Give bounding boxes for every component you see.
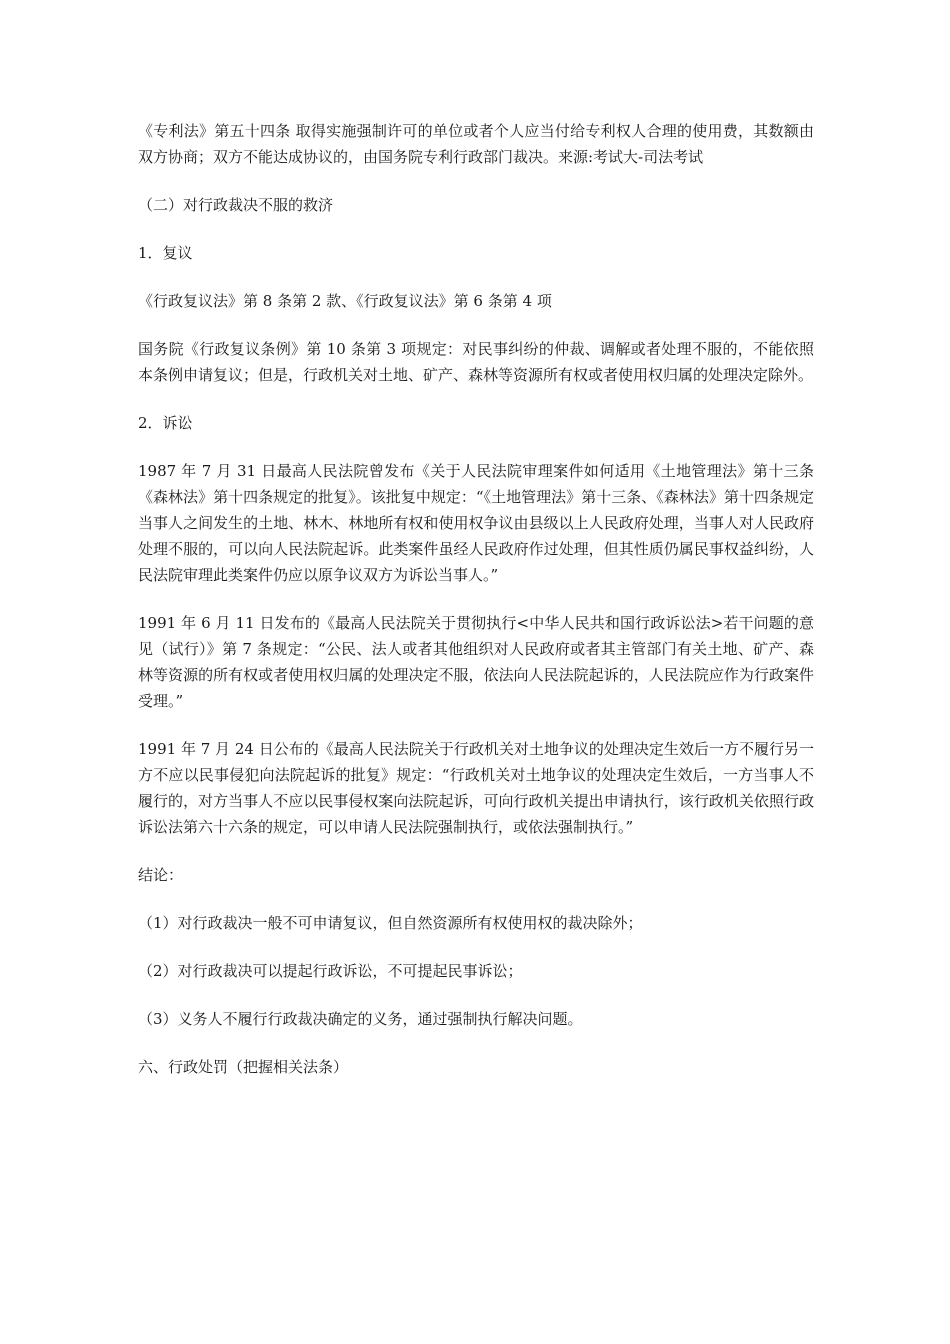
section-heading-remedies: （二）对行政裁决不服的救济 [138,196,334,214]
reconsideration-law-citation: 《行政复议法》第 8 条第 2 款、《行政复议法》第 6 条第 4 项 [138,292,552,310]
subheading-reconsideration: 1．复议 [138,244,193,262]
subheading-litigation: 2．诉讼 [138,414,193,432]
court-opinion-1991-june-paragraph: 1991 年 6 月 11 日发布的《最高人民法院关于贯彻执行<中华人民共和国行政诉讼法>若干问题的意见（试行）》第 7 条规定：“公民、法人或者其他组织对人民政府或者其主管部门有关土地、矿产、森林等资源的所有权或者使用权归属的处理决定不服，依法向人民法院起诉的，人民法院应作为行政案件受理。” [138,614,814,710]
court-reply-1987-paragraph: 1987 年 7 月 31 日最高人民法院曾发布《关于人民法院审理案件如何适用《土地管理法》第十三条《森林法》第十四条规定的批复》。该批复中规定：“《土地管理法》第十三条、《森林法》第十四条规定当事人之间发生的土地、林木、林地所有权和使用权争议由县级以上人民政府处理，当事人对人民政府处理不服的，可以向人民法院起诉。此类案件虽经人民政府作过处理，但其性质仍属民事权益纠纷，人民法院审理此类案件仍应以原争议双方为诉讼当事人。” [138,462,814,584]
reconsideration-regulation-paragraph: 国务院《行政复议条例》第 10 条第 3 项规定：对民事纠纷的仲裁、调解或者处理不服的，不能依照本条例申请复议；但是，行政机关对土地、矿产、森林等资源所有权或者使用权归属的处理决定除外。 [138,340,814,384]
patent-law-article-54-paragraph: 《专利法》第五十四条 取得实施强制许可的单位或者个人应当付给专利权人合理的使用费，其数额由双方协商；双方不能达成协议的，由国务院专利行政部门裁决。来源:考试大-司法考试 [138,122,814,166]
conclusion-item-3: （3）义务人不履行行政裁决确定的义务，通过强制执行解决问题。 [138,1010,583,1028]
conclusion-item-1: （1）对行政裁决一般不可申请复议，但自然资源所有权使用权的裁决除外； [138,914,643,932]
document-page [138,118,814,1102]
court-reply-1991-july-paragraph: 1991 年 7 月 24 日公布的《最高人民法院关于行政机关对土地争议的处理决定生效后一方不履行另一方不应以民事侵犯向法院起诉的批复》规定：“行政机关对土地争议的处理决定生效后，一方当事人不履行的，对方当事人不应以民事侵权案向法院起诉，可向行政机关提出申请执行，该行政机关依照行政诉讼法第六十六条的规定，可以申请人民法院强制执行，或依法强制执行。” [138,740,814,836]
section-heading-administrative-penalty: 六、行政处罚（把握相关法条） [138,1058,349,1076]
conclusion-item-2: （2）对行政裁决可以提起行政诉讼，不可提起民事诉讼； [138,962,523,980]
conclusion-heading: 结论： [138,866,184,884]
